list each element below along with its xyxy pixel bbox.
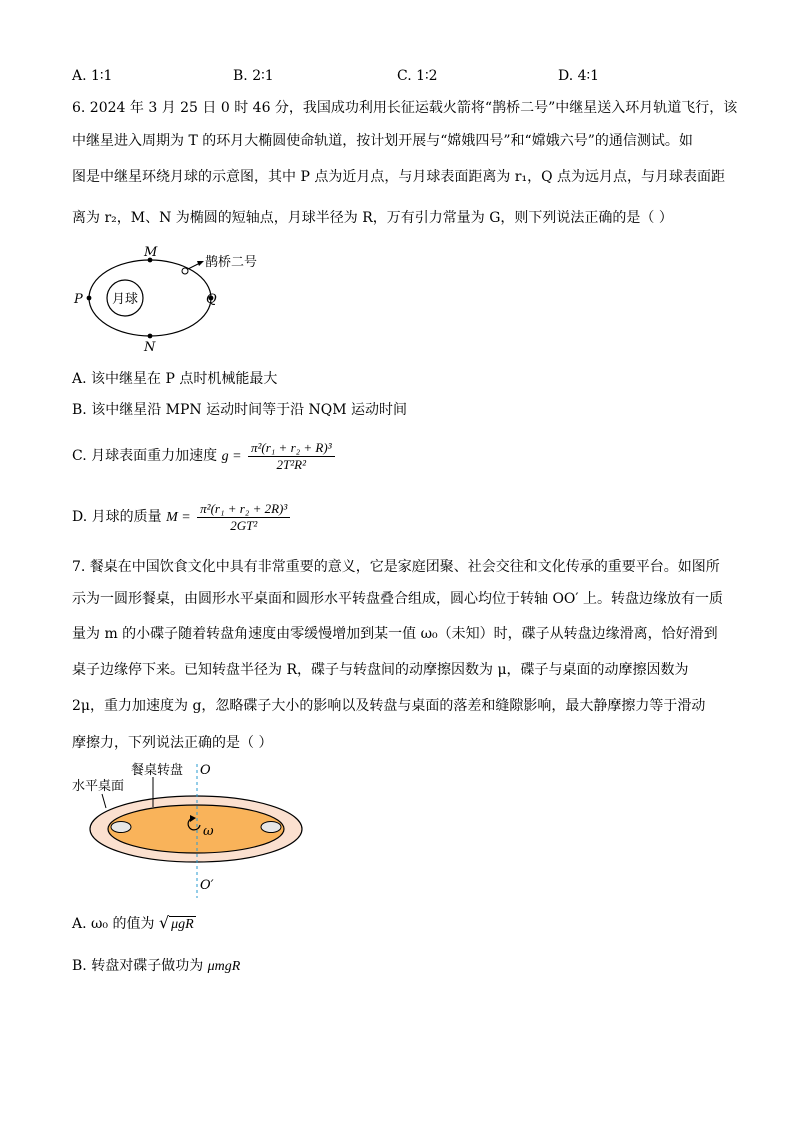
satellite-arrow-head [197, 261, 204, 266]
q6-stem-line-1: 6. 2024 年 3 月 25 日 0 时 46 分，我国成功利用长征运载火箭将“鹊桥二号”中继星送入环月轨道飞行，该 [72, 100, 738, 116]
q7-option-a-label: A. ω₀ 的值为 [72, 916, 155, 932]
tabletop-label: 水平桌面 [72, 779, 125, 794]
q6-option-d-numerator: π²(r₁ + r₂ + 2R)³ [197, 501, 290, 518]
q6-option-d [72, 497, 292, 538]
q5-option-c: C. 1∶2 [397, 68, 438, 84]
q6-option-c-numerator: π²(r₁ + r₂ + R)³ [248, 440, 335, 457]
q7-stem-line-6: 摩擦力，下列说法正确的是（ ） [72, 735, 273, 751]
q6-stem-line-3: 图是中继星环绕月球的示意图，其中 P 点为近月点，与月球表面距离为 r₁，Q 点为远月点，与月球表面距 [72, 169, 726, 185]
q6-stem-line-2: 中继星进入周期为 T 的环月大椭圆使命轨道，按计划开展与“嫦娥四号”和“嫦娥六号”的通信测试。如 [72, 133, 693, 149]
q5-option-d: D. 4∶1 [558, 68, 600, 84]
q6-option-d-denominator: 2GT² [230, 517, 258, 533]
q7-stem-line-4: 桌子边缘停下来。已知转盘半径为 R，碟子与转盘间的动摩擦因数为 μ，碟子与桌面的动摩擦因数为 [72, 662, 689, 678]
point-m-label: M [144, 245, 158, 260]
q7-option-a [72, 913, 196, 935]
q6-option-c-label: C. 月球表面重力加速度 [72, 448, 218, 464]
point-n-label: N [144, 340, 156, 355]
turntable-ellipse [108, 805, 284, 853]
q6-option-c [72, 436, 337, 477]
point-p-dot [87, 296, 92, 301]
q7-option-b-label: B. 转盘对碟子做功为 [72, 958, 204, 974]
omega-label: ω [203, 824, 214, 839]
sqrt-sign: √ [158, 913, 170, 932]
q6-stem-line-4: 离为 r₂，M、N 为椭圆的短轴点，月球半径为 R，万有引力常量为 G，则下列说法正确的是（ ） [72, 210, 673, 226]
q5-option-a: A. 1∶1 [72, 68, 113, 84]
q6-option-c-denominator: 2T²R² [276, 456, 307, 472]
satellite-marker [182, 268, 188, 274]
tabletop-pointer [102, 794, 106, 808]
axis-top-label: O [200, 763, 211, 778]
q7-option-b-expr: μmgR [207, 959, 241, 974]
moon-label: 月球 [111, 292, 139, 307]
q6-option-a: A. 该中继星在 P 点时机械能最大 [72, 371, 278, 387]
left-plate [111, 822, 131, 833]
turntable-label: 餐桌转盘 [131, 763, 184, 778]
right-plate [261, 822, 281, 833]
axis-bottom-label: O′ [200, 878, 214, 893]
q7-option-a-expr: μgR [171, 917, 194, 932]
point-q-label: Q [206, 292, 217, 307]
q6-option-c-lhs: g = [221, 449, 242, 464]
q6-option-b: B. 该中继星沿 MPN 运动时间等于沿 NQM 运动时间 [72, 402, 408, 418]
q7-stem-line-2: 示为一圆形餐桌，由圆形水平桌面和圆形水平转盘叠合组成，圆心均位于转轴 OO′ 上。转盘边缘放有一质 [72, 591, 724, 607]
point-p-label: P [74, 292, 83, 307]
point-n-dot [148, 334, 153, 339]
q6-option-d-label: D. 月球的质量 [72, 509, 162, 525]
q7-table-figure [66, 758, 316, 898]
q7-option-b [72, 956, 240, 977]
q5-option-b: B. 2∶1 [233, 68, 274, 84]
q6-orbit-figure [66, 242, 286, 357]
q6-option-d-lhs: M = [166, 510, 191, 525]
q7-stem-line-5: 2μ，重力加速度为 g，忽略碟子大小的影响以及转盘与桌面的落差和缝隙影响，最大静摩擦力等于滑动 [72, 698, 706, 714]
satellite-label: 鹊桥二号 [205, 255, 258, 270]
q7-stem-line-3: 量为 m 的小碟子随着转盘角速度由零缓慢增加到某一值 ω₀（未知）时，碟子从转盘边缘滑离，恰好滑到 [72, 626, 718, 642]
q6-option-c-fraction [248, 440, 335, 473]
q7-stem-line-1: 7. 餐桌在中国饮食文化中具有非常重要的意义，它是家庭团聚、社会交往和文化传承的重要平台。如图所 [72, 559, 720, 575]
q6-option-d-fraction [197, 501, 290, 534]
